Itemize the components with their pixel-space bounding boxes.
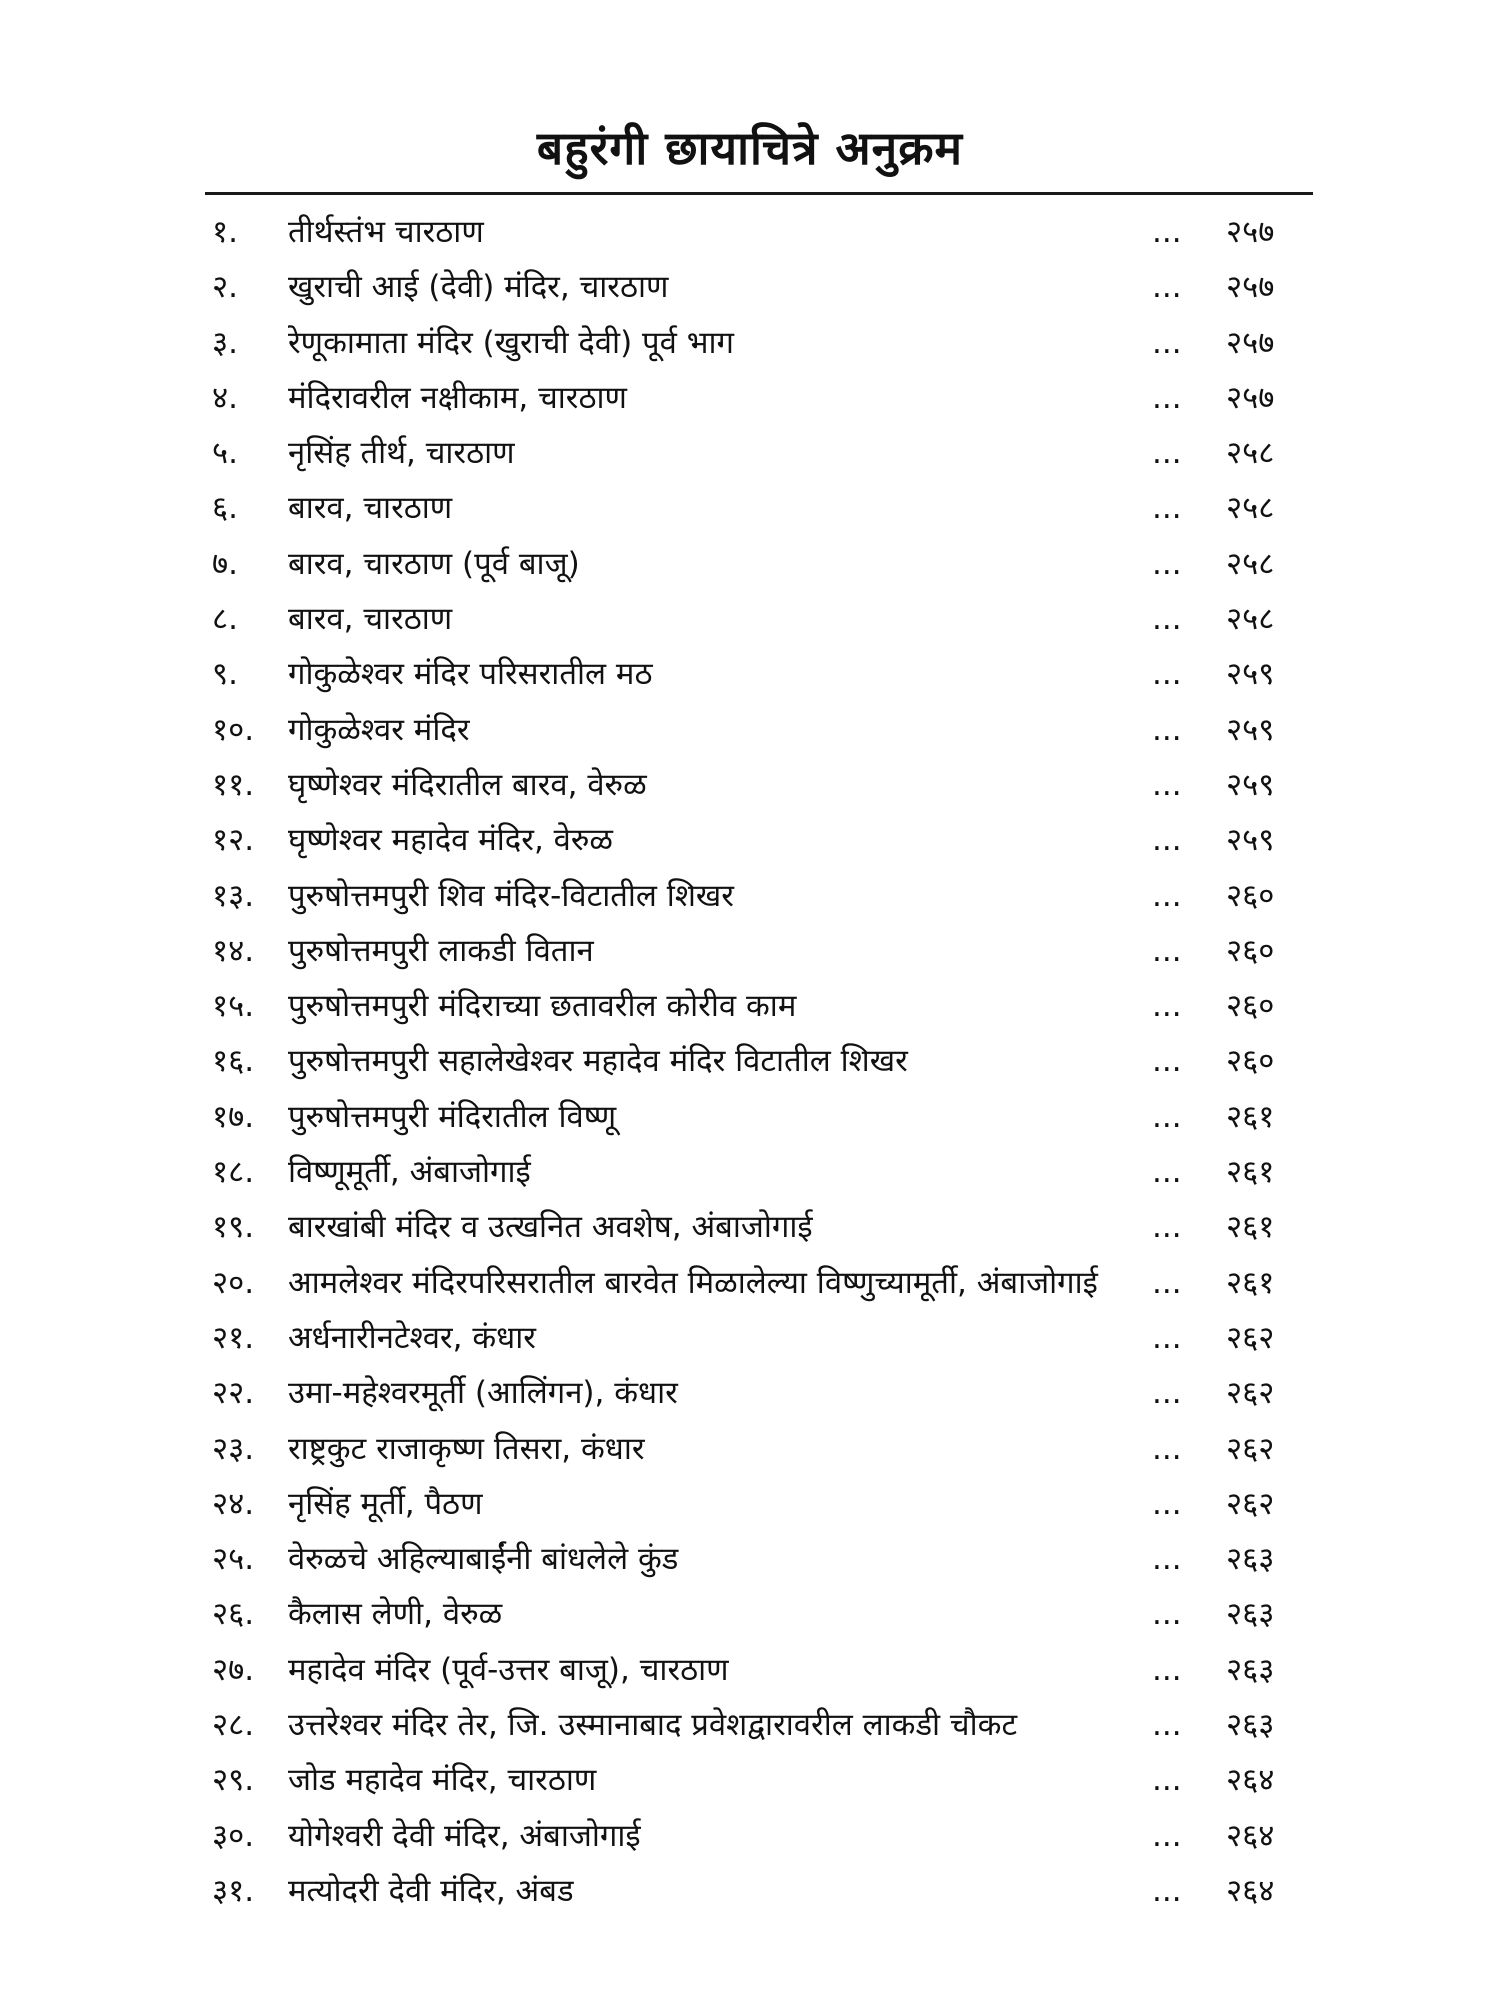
entry-number: २२. [212,1375,255,1412]
entry-number: २५. [212,1541,255,1578]
entry-page-number: २६१ [1226,1098,1275,1135]
entry-title: आमलेश्वर मंदिरपरिसरातील बारवेत मिळालेल्या विष्णुच्यामूर्ती, अंबाजोगाई [288,1264,1098,1301]
list-item [0,1145,1500,1200]
dot-leader: ... [1152,766,1182,803]
dot-leader: ... [1152,1762,1182,1799]
entry-page-number: २६० [1226,932,1275,969]
dot-leader: ... [1152,490,1182,527]
entry-page-number: २५७ [1226,214,1275,250]
entry-number: ३०. [212,1817,255,1854]
list-item [0,758,1500,813]
dot-leader: ... [1152,324,1182,361]
dot-leader: ... [1152,545,1182,582]
entry-page-number: २६२ [1226,1430,1275,1467]
entry-number: ७. [212,545,238,582]
list-item [0,1864,1500,1919]
entry-title: नृसिंह मूर्ती, पैठण [288,1485,483,1522]
list-item [0,1643,1500,1698]
entry-number: ५. [212,435,238,472]
list-item [0,205,1500,260]
entry-number: १. [212,214,238,250]
dot-leader: ... [1152,214,1182,250]
dot-leader: ... [1152,877,1182,914]
entry-page-number: २६१ [1226,1154,1275,1191]
list-item [0,1200,1500,1255]
list-item [0,1809,1500,1864]
list-item [0,869,1500,924]
entry-page-number: २५७ [1226,324,1275,361]
dot-leader: ... [1152,1209,1182,1246]
entry-number: १७. [212,1098,255,1135]
entry-page-number: २५९ [1226,656,1275,693]
list-item [0,924,1500,979]
list-item [0,1477,1500,1532]
dot-leader: ... [1152,711,1182,748]
entry-title: बारखांबी मंदिर व उत्खनित अवशेष, अंबाजोगाई [288,1209,813,1246]
entry-page-number: २६४ [1226,1872,1275,1909]
entry-page-number: २५७ [1226,379,1275,416]
entry-number: २३. [212,1430,255,1467]
page-title: बहुरंगी छायाचित्रे अनुक्रम [536,121,964,175]
entry-title: तीर्थस्तंभ चारठाण [288,214,484,250]
dot-leader: ... [1152,1375,1182,1412]
entry-title: नृसिंह तीर्थ, चारठाण [288,435,515,472]
list-item [0,1422,1500,1477]
entry-page-number: २६० [1226,1043,1275,1080]
list-item [0,813,1500,868]
dot-leader: ... [1152,1043,1182,1080]
entry-number: १८. [212,1154,255,1191]
list-item [0,592,1500,647]
entry-number: ३. [212,324,238,361]
entry-title: मंदिरावरील नक्षीकाम, चारठाण [288,379,627,416]
dot-leader: ... [1152,1319,1182,1356]
entry-title: गोकुळेश्वर मंदिर परिसरातील मठ [288,656,653,693]
dot-leader: ... [1152,1596,1182,1633]
entry-page-number: २५८ [1226,435,1275,472]
entry-title: बारव, चारठाण (पूर्व बाजू) [288,545,580,582]
entry-page-number: २६० [1226,877,1275,914]
dot-leader: ... [1152,1264,1182,1301]
entry-number: २६. [212,1596,255,1633]
list-item [0,426,1500,481]
entry-number: १५. [212,988,255,1025]
dot-leader: ... [1152,1098,1182,1135]
dot-leader: ... [1152,932,1182,969]
dot-leader: ... [1152,656,1182,693]
list-item [0,1311,1500,1366]
entry-page-number: २६३ [1226,1707,1275,1744]
dot-leader: ... [1152,988,1182,1025]
list-item [0,1753,1500,1808]
entry-title: अर्धनारीनटेश्वर, कंधार [288,1319,536,1356]
entry-page-number: २६२ [1226,1485,1275,1522]
contents-list [0,205,1500,1919]
entry-number: ९. [212,656,238,693]
entry-title: पुरुषोत्तमपुरी लाकडी वितान [288,932,594,969]
list-item [0,371,1500,426]
entry-page-number: २६३ [1226,1541,1275,1578]
entry-title: योगेश्वरी देवी मंदिर, अंबाजोगाई [288,1817,641,1854]
entry-title: पुरुषोत्तमपुरी सहालेखेश्वर महादेव मंदिर विटातील शिखर [288,1043,908,1080]
list-item [0,1587,1500,1642]
entry-page-number: २६२ [1226,1319,1275,1356]
dot-leader: ... [1152,1541,1182,1578]
entry-number: १४. [212,932,255,969]
entry-number: २७. [212,1651,255,1688]
entry-title: रेणूकामाता मंदिर (खुराची देवी) पूर्व भाग [288,324,734,361]
entry-page-number: २६४ [1226,1817,1275,1854]
dot-leader: ... [1152,1485,1182,1522]
entry-page-number: २५९ [1226,822,1275,859]
entry-page-number: २६० [1226,988,1275,1025]
dot-leader: ... [1152,822,1182,859]
entry-title: घृष्णेश्वर महादेव मंदिर, वेरुळ [288,822,613,859]
dot-leader: ... [1152,1872,1182,1909]
entry-title: बारव, चारठाण [288,601,453,638]
entry-number: २. [212,269,238,306]
list-item [0,1256,1500,1311]
entry-page-number: २६१ [1226,1209,1275,1246]
entry-title: विष्णूमूर्ती, अंबाजोगाई [288,1154,531,1191]
entry-number: ४. [212,379,238,416]
list-item [0,647,1500,702]
entry-number: १०. [212,711,255,748]
entry-title: उत्तरेश्वर मंदिर तेर, जि. उस्मानाबाद प्रवेशद्वारावरील लाकडी चौकट [288,1707,1018,1744]
list-item [0,316,1500,371]
entry-number: १३. [212,877,255,914]
list-item [0,979,1500,1034]
entry-title: मत्योदरी देवी मंदिर, अंबड [288,1872,574,1909]
dot-leader: ... [1152,435,1182,472]
list-item [0,1366,1500,1421]
entry-title: पुरुषोत्तमपुरी मंदिराच्या छतावरील कोरीव काम [288,988,797,1025]
entry-title: घृष्णेश्वर मंदिरातील बारव, वेरुळ [288,766,647,803]
entry-title: गोकुळेश्वर मंदिर [288,711,470,748]
entry-title: उमा-महेश्वरमूर्ती (आलिंगन), कंधार [288,1375,678,1412]
entry-page-number: २५८ [1226,490,1275,527]
entry-number: ८. [212,601,238,638]
entry-title: पुरुषोत्तमपुरी शिव मंदिर-विटातील शिखर [288,877,734,914]
dot-leader: ... [1152,1651,1182,1688]
list-item [0,537,1500,592]
dot-leader: ... [1152,1707,1182,1744]
entry-title: बारव, चारठाण [288,490,453,527]
dot-leader: ... [1152,1817,1182,1854]
entry-title: राष्ट्रकुट राजाकृष्ण तिसरा, कंधार [288,1430,645,1467]
entry-number: २८. [212,1707,255,1744]
entry-page-number: २६३ [1226,1651,1275,1688]
entry-number: ३१. [212,1872,255,1909]
list-item [0,1532,1500,1587]
dot-leader: ... [1152,269,1182,306]
entry-page-number: २६१ [1226,1264,1275,1301]
entry-number: २०. [212,1264,255,1301]
dot-leader: ... [1152,601,1182,638]
entry-title: महादेव मंदिर (पूर्व-उत्तर बाजू), चारठाण [288,1651,729,1688]
list-item [0,1090,1500,1145]
entry-title: पुरुषोत्तमपुरी मंदिरातील विष्णू [288,1098,617,1135]
list-item [0,703,1500,758]
dot-leader: ... [1152,1154,1182,1191]
entry-number: २४. [212,1485,255,1522]
entry-page-number: २५८ [1226,545,1275,582]
entry-number: २९. [212,1762,255,1799]
list-item [0,1698,1500,1753]
entry-number: १६. [212,1043,255,1080]
list-item [0,481,1500,536]
entry-page-number: २५८ [1226,601,1275,638]
entry-number: ६. [212,490,238,527]
entry-page-number: २६३ [1226,1596,1275,1633]
entry-page-number: २५९ [1226,711,1275,748]
entry-number: १९. [212,1209,255,1246]
list-item [0,1034,1500,1089]
entry-page-number: २६४ [1226,1762,1275,1799]
list-item [0,260,1500,315]
title-divider [205,192,1313,195]
dot-leader: ... [1152,379,1182,416]
entry-page-number: २५७ [1226,269,1275,306]
entry-number: २१. [212,1319,255,1356]
entry-page-number: २५९ [1226,766,1275,803]
entry-number: १२. [212,822,255,859]
entry-title: जोड महादेव मंदिर, चारठाण [288,1762,597,1799]
entry-title: कैलास लेणी, वेरुळ [288,1596,503,1633]
entry-number: ११. [212,766,255,803]
entry-page-number: २६२ [1226,1375,1275,1412]
dot-leader: ... [1152,1430,1182,1467]
entry-title: खुराची आई (देवी) मंदिर, चारठाण [288,269,669,306]
entry-title: वेरुळचे अहिल्याबाईंनी बांधलेले कुंड [288,1541,679,1578]
